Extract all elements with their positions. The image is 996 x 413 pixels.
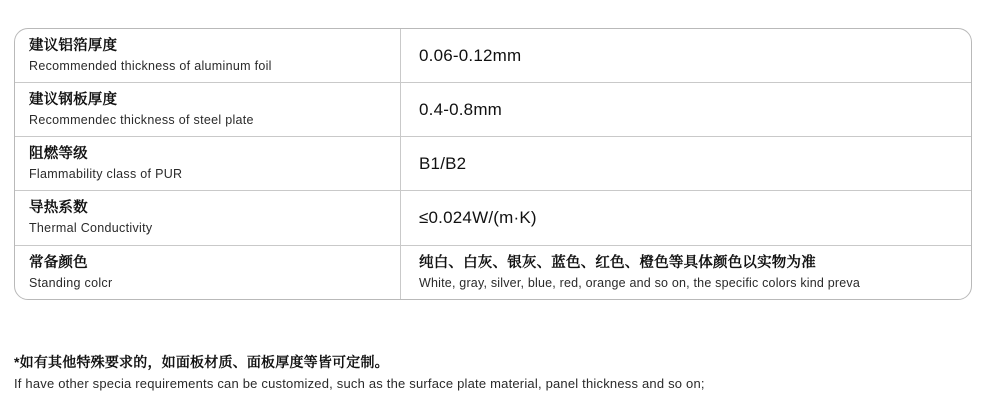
label-english: Recommended thickness of aluminum foil xyxy=(29,59,272,74)
table-row xyxy=(15,83,971,137)
value-text: 0.4-0.8mm xyxy=(419,99,503,119)
row-value-cell xyxy=(401,137,971,190)
label-english: Standing colcr xyxy=(29,275,113,290)
footnote-chinese: *如有其他特殊要求的，如面板材质、面板厚度等皆可定制。 xyxy=(14,354,389,370)
label-chinese: 常备颜色 xyxy=(29,254,88,271)
row-label-cell xyxy=(15,29,401,82)
label-chinese: 导热系数 xyxy=(29,200,88,217)
value-english: White, gray, silver, blue, red, orange and so on, the specific colors kind preva xyxy=(419,275,860,290)
table-row xyxy=(15,191,971,245)
value-text: B1/B2 xyxy=(419,153,467,173)
row-label-cell xyxy=(15,83,401,136)
value-chinese: 纯白、白灰、银灰、蓝色、红色、橙色等具体颜色以实物为准 xyxy=(419,254,816,271)
label-chinese: 阻燃等级 xyxy=(29,146,88,163)
footnote-english: If have other specia requirements can be customized, such as the surface plate material, panel thickness and so on; xyxy=(14,375,705,391)
table-row xyxy=(15,29,971,83)
label-chinese: 建议钢板厚度 xyxy=(29,92,118,109)
row-label-cell xyxy=(15,246,401,299)
specification-table xyxy=(14,28,972,300)
footnote-block xyxy=(14,352,972,394)
label-english: Recommendec thickness of steel plate xyxy=(29,113,254,128)
row-value-cell xyxy=(401,246,971,299)
row-label-cell xyxy=(15,191,401,244)
table-row xyxy=(15,137,971,191)
row-value-cell xyxy=(401,83,971,136)
table-row xyxy=(15,246,971,299)
value-text: ≤0.024W/(m·K) xyxy=(419,208,537,228)
label-chinese: 建议铝箔厚度 xyxy=(29,38,118,54)
row-value-cell xyxy=(401,29,971,82)
label-english: Flammability class of PUR xyxy=(29,167,183,182)
row-label-cell xyxy=(15,137,401,190)
row-value-cell xyxy=(401,191,971,244)
label-english: Thermal Conductivity xyxy=(29,221,153,236)
value-text: 0.06-0.12mm xyxy=(419,45,522,65)
